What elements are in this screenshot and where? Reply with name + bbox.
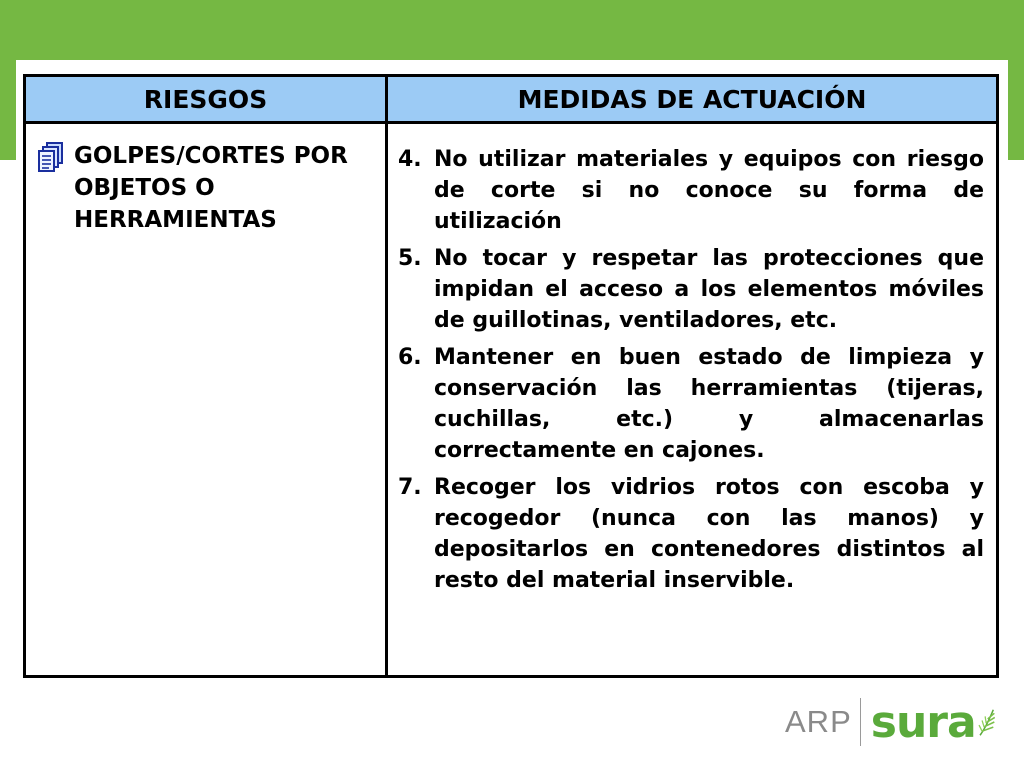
measure-number: 4.: [398, 147, 422, 172]
measure-text: Recoger los vidrios rotos con escoba y recogedor (nunca con las manos) y depositarlos en contenedores distintos al resto del material inservible.: [434, 475, 984, 593]
measure-number: 7.: [398, 475, 422, 500]
risk-text: GOLPES/CORTES POR OBJETOS O HERRAMIENTAS: [74, 143, 348, 233]
measure-text: No utilizar materiales y equipos con riesgo de corte si no conoce su forma de utilización: [434, 147, 984, 234]
measure-text: Mantener en buen estado de limpieza y conservación las herramientas (tijeras, cuchillas, etc.) y almacenarlas correctamente en cajones.: [434, 345, 984, 463]
sura-leaf-icon: [978, 692, 995, 752]
measure-item: [398, 243, 984, 336]
risk-cell: [26, 123, 387, 676]
measure-item: [398, 472, 984, 596]
header-riesgos: RIESGOS: [26, 77, 387, 123]
measure-number: 6.: [398, 345, 422, 370]
measures-cell: [387, 123, 997, 676]
logo-arp-text: ARP: [785, 704, 852, 739]
header-medidas: MEDIDAS DE ACTUACIÓN: [387, 77, 997, 123]
measure-number: 5.: [398, 246, 422, 271]
arp-sura-logo: [785, 688, 995, 756]
measure-text: No tocar y respetar las protecciones que impidan el acceso a los elementos móviles de guillotinas, ventiladores, etc.: [434, 246, 984, 333]
logo-divider: [860, 698, 861, 746]
measures-list: [388, 124, 996, 596]
measure-item: [398, 342, 984, 466]
logo-sura-text: sura: [870, 696, 976, 748]
measure-item: [398, 144, 984, 237]
document-stack-icon: [38, 142, 64, 172]
risk-table: [23, 74, 999, 678]
risk-item: [26, 124, 385, 236]
